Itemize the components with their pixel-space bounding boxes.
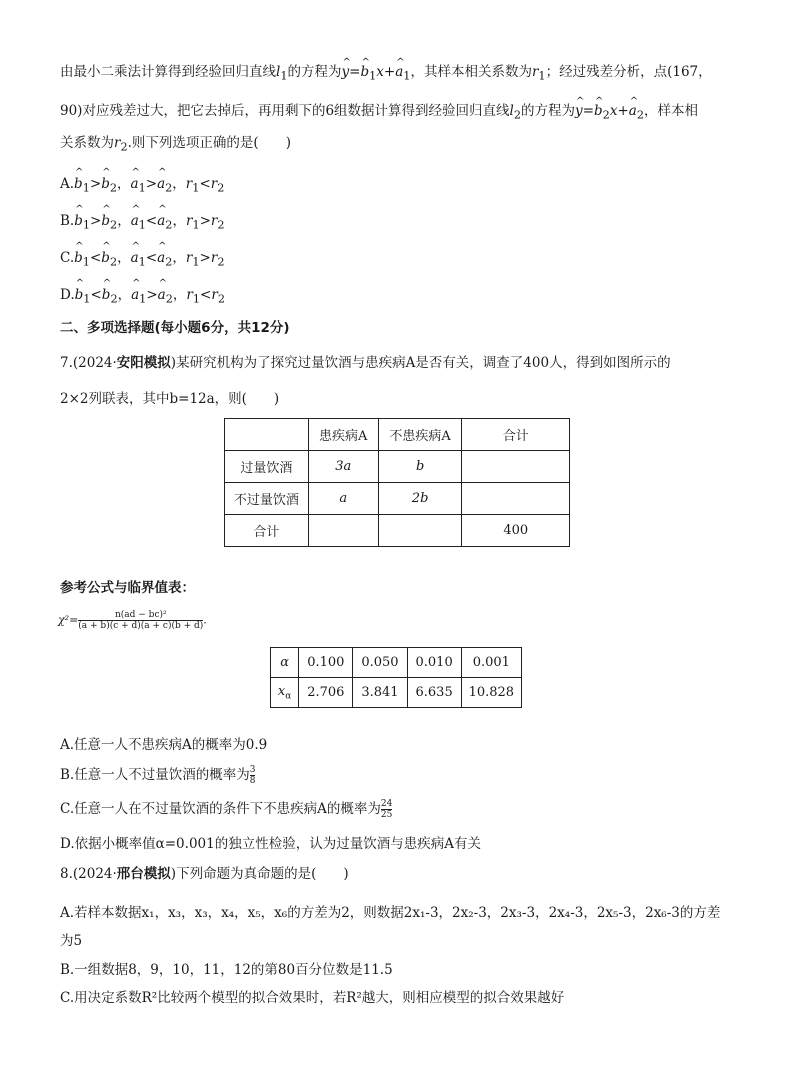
- table-cell: b: [378, 451, 462, 483]
- reference-title: 参考公式与临界值表：: [60, 580, 195, 596]
- table-cell: 2b: [378, 483, 462, 515]
- q7-line-2: 2×2列联表，其中b=12a，则( ): [60, 391, 280, 407]
- table-cell: 400: [462, 515, 570, 547]
- q6-text: 由最小二乘法计算得到经验回归直线: [60, 64, 276, 80]
- table-cell: 3.841: [353, 678, 407, 708]
- q6-line-3: 关系数为$r_2$.则下列选项正确的是( ): [60, 135, 291, 154]
- q7-option-a: A.任意一人不患疾病A的概率为0.9: [60, 737, 268, 753]
- x-alpha-label: $x_\alpha$: [271, 678, 299, 708]
- q7-option-b: B.任意一人不过量饮酒的概率为 $\frac{3}{8}$: [60, 765, 256, 786]
- q8-option-a-line-2: 为5: [60, 933, 83, 949]
- table-cell: 3a: [308, 451, 378, 483]
- table-cell: [308, 515, 378, 547]
- q6-text: 的方程为: [287, 64, 342, 80]
- q6-line-1: 由最小二乘法计算得到经验回归直线$l_1$的方程为^ y=^ $b_1x+\^{}$ $a_1$，其样本相关系数为$r_1$；经过残差分析，点(167，: [60, 62, 712, 87]
- table-row: [271, 648, 522, 678]
- q8-line-1: 8.(2024·邢台模拟)下列命题为真命题的是( ): [60, 866, 349, 882]
- table-cell: 0.010: [407, 648, 461, 678]
- table-cell: [462, 483, 570, 515]
- q6-text: ，其样本相关系数为: [410, 64, 532, 80]
- table-cell: 10.828: [461, 678, 521, 708]
- q6-option-a: A.^ $b_1>\^{}$ $b_2$，^ $a_1>\^{}$ $a_2$，$r_1<r_2$: [60, 172, 224, 195]
- q6-option-d: D.^ $b_1<\^{}$ $b_2$，^ $a_1>\^{}$ $a_2$，$r_1<r_2$: [60, 283, 225, 306]
- table-header-cell: 患疾病A: [308, 419, 378, 451]
- table-cell: 0.050: [353, 648, 407, 678]
- table-cell: 6.635: [407, 678, 461, 708]
- section-heading: 二、多项选择题(每小题6分，共12分): [60, 320, 290, 336]
- table-row: [271, 678, 522, 708]
- q8-option-a-line-1: A.若样本数据x₁，x₃，x₃，x₄，x₅，x₆的方差为2，则数据2x₁-3，2x₂-3，2x₃-3，2x₄-3，2x₅-3，2x₆-3的方差: [60, 905, 721, 921]
- q7-line-1: 7.(2024·安阳模拟)某研究机构为了探究过量饮酒与患疾病A是否有关，调查了400人，得到如图所示的: [60, 355, 671, 371]
- table-cell: [462, 451, 570, 483]
- q7-option-d: D.依据小概率值α=0.001的独立性检验，认为过量饮酒与患疾病A有关: [60, 836, 481, 852]
- contingency-table: [224, 418, 570, 547]
- critical-value-table: [270, 647, 522, 708]
- table-cell: 2.706: [299, 678, 353, 708]
- table-row: [225, 483, 570, 515]
- table-cell: 过量饮酒: [225, 451, 309, 483]
- q6-option-b: B.^ $b_1>\^{}$ $b_2$，^ $a_1<\^{}$ $a_2$，$r_1>r_2$: [60, 209, 225, 232]
- q6-option-c: C.^ $b_1<\^{}$ $b_2$，^ $a_1<\^{}$ $a_2$，$r_1>r_2$: [60, 246, 224, 269]
- q6-text: 90)对应残差过大，把它去掉后，再用剩下的6组数据计算得到经验回归直线: [60, 103, 510, 119]
- q7-source: 安阳模拟: [116, 355, 171, 371]
- table-cell: 0.100: [299, 648, 353, 678]
- q8-source: 邢台模拟: [116, 866, 171, 882]
- q6-line-2: 90)对应残差过大，把它去掉后，再用剩下的6组数据计算得到经验回归直线$l_2$的方程为^ y=^ $b_2x+\^{}$ $a_2$，样本相: [60, 101, 698, 126]
- q6-text: 关系数为: [60, 135, 114, 151]
- q6-text: 的方程为: [521, 103, 576, 119]
- alpha-label: α: [271, 648, 299, 678]
- q6-text: ，样本相: [644, 103, 698, 119]
- table-header-cell: 不患疾病A: [378, 419, 462, 451]
- q8-option-b: B.一组数据8，9，10，11，12的第80百分位数是11.5: [60, 962, 393, 978]
- table-cell: 合计: [225, 515, 309, 547]
- table-row: [225, 451, 570, 483]
- q6-text: .则下列选项正确的是( ): [127, 135, 291, 151]
- table-header-cell: [225, 419, 309, 451]
- q6-text: ；经过残差分析，点(167，: [545, 64, 712, 80]
- table-cell: a: [308, 483, 378, 515]
- table-cell: 不过量饮酒: [225, 483, 309, 515]
- table-cell: [378, 515, 462, 547]
- chi-square-formula: χ²= $\frac{\text{n(ad − bc)²}}{(a + b)(c + d)(a + c)(b + d)}$.: [58, 610, 207, 631]
- table-header-cell: 合计: [462, 419, 570, 451]
- table-cell: 0.001: [461, 648, 521, 678]
- q8-option-c: C.用决定系数R²比较两个模型的拟合效果时，若R²越大，则相应模型的拟合效果越好: [60, 990, 565, 1006]
- q7-option-c: C.任意一人在不过量饮酒的条件下不患疾病A的概率为 $\frac{24}{25}$: [60, 799, 393, 820]
- table-row: [225, 515, 570, 547]
